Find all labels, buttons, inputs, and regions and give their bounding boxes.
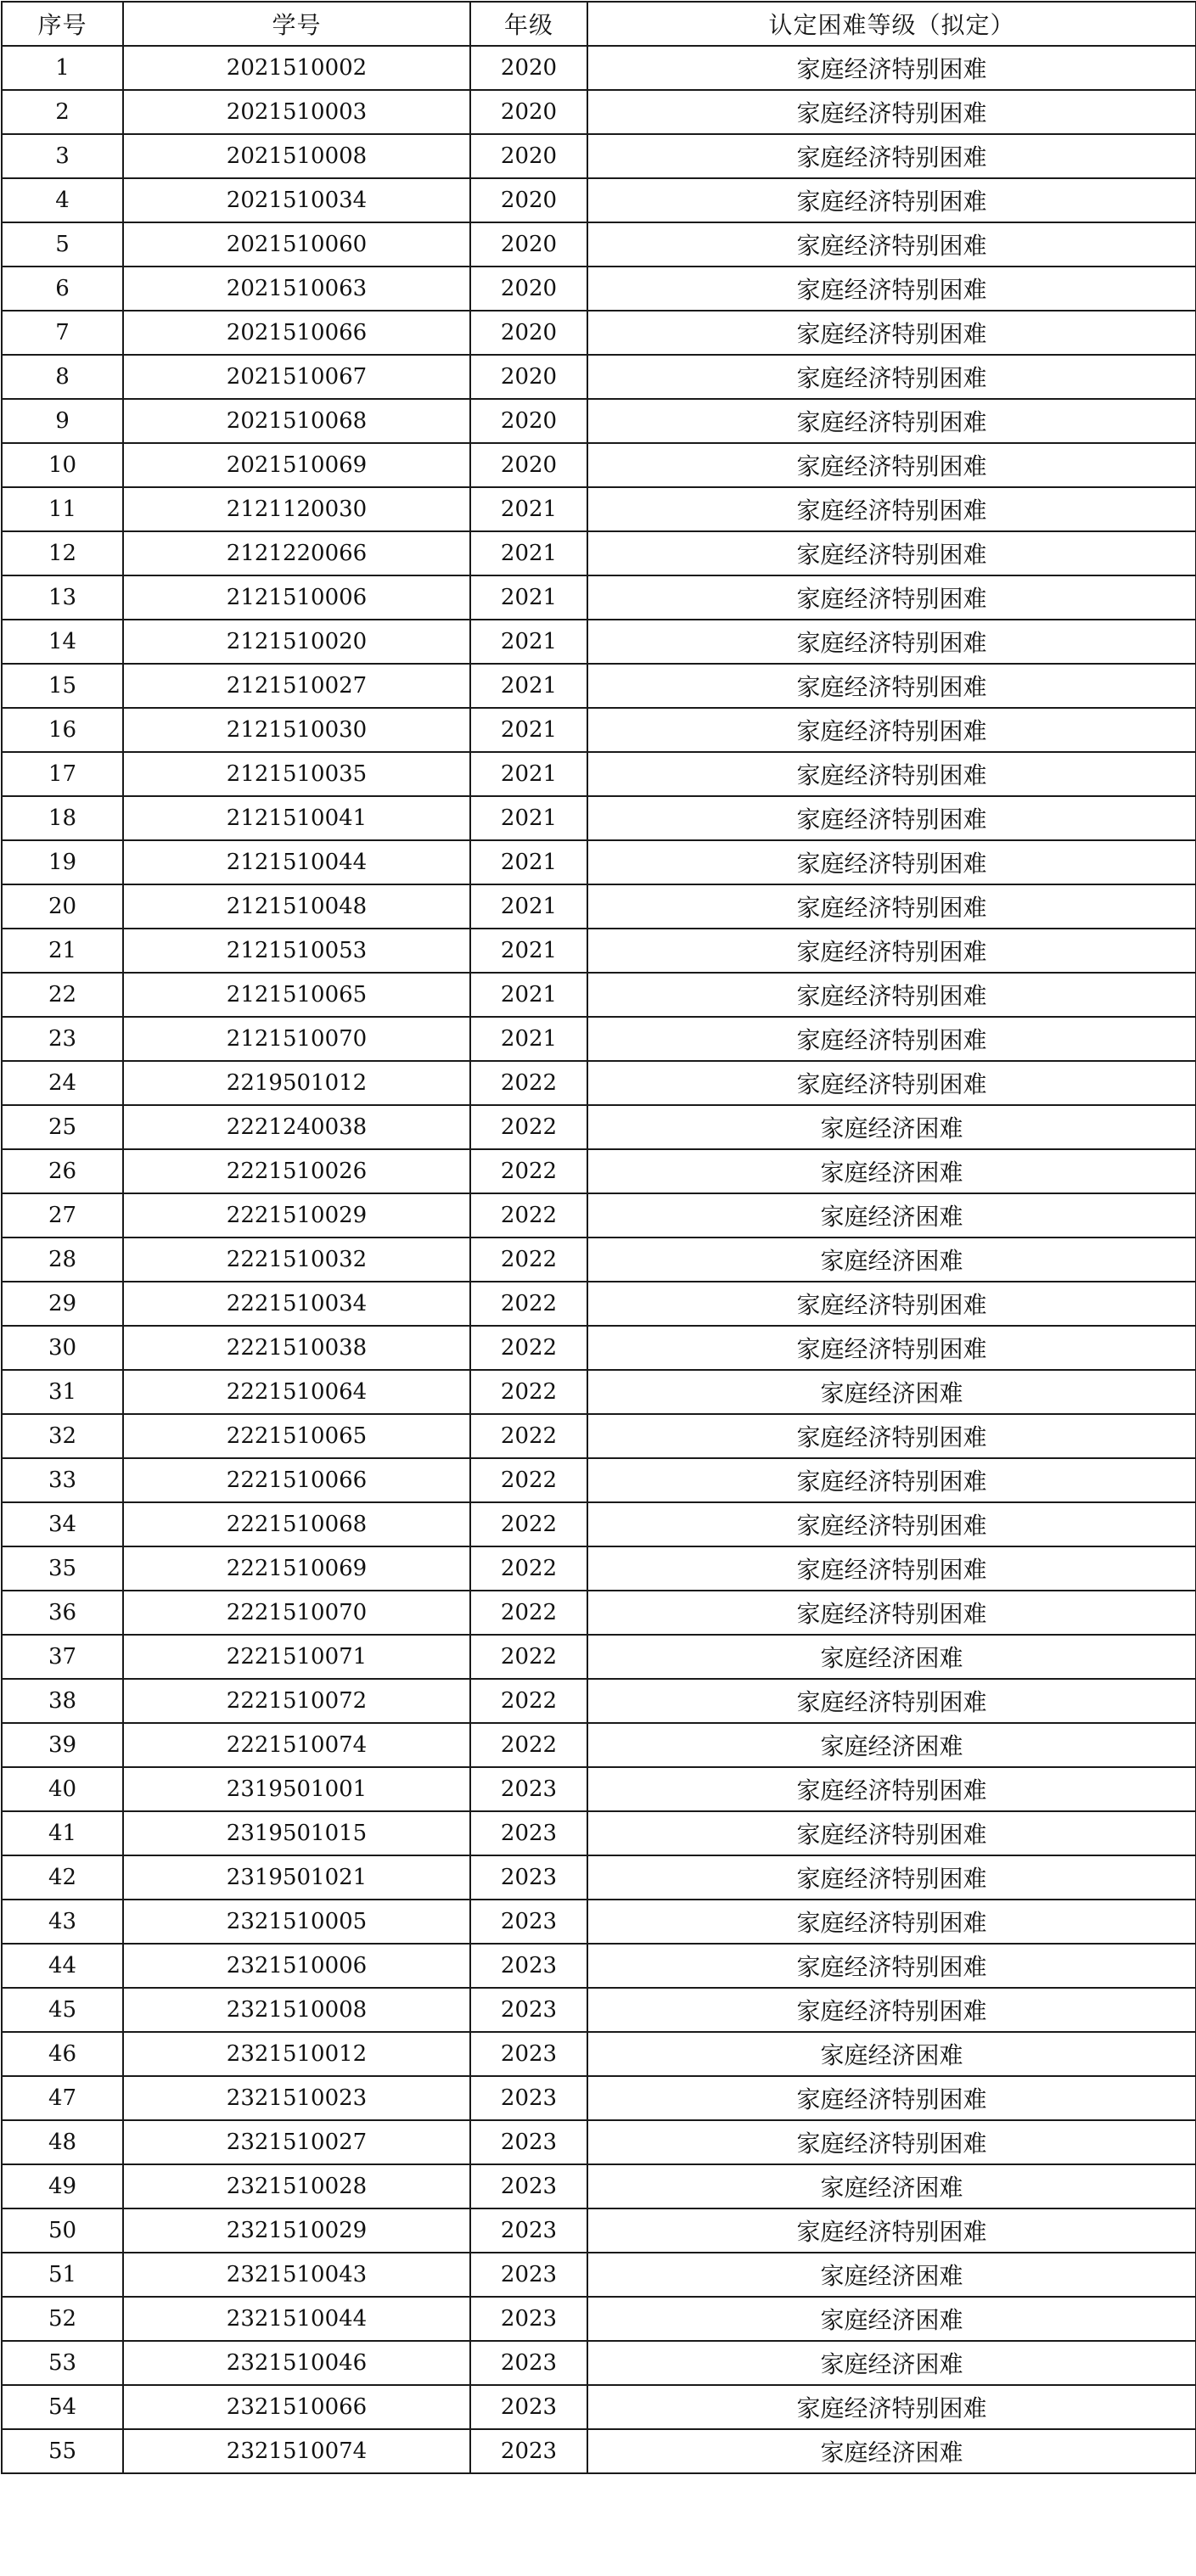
- cell-difficulty-level: 家庭经济特别困难: [587, 90, 1196, 134]
- cell-index: 20: [2, 884, 123, 929]
- table-row: [2, 2208, 1196, 2253]
- cell-student-id: 2321510012: [123, 2032, 470, 2076]
- cell-student-id: 2121510044: [123, 840, 470, 884]
- cell-index: 5: [2, 222, 123, 267]
- cell-index: 18: [2, 796, 123, 840]
- table-row: [2, 708, 1196, 752]
- cell-student-id: 2321510074: [123, 2429, 470, 2473]
- cell-student-id: 2121510006: [123, 575, 470, 620]
- cell-difficulty-level: 家庭经济特别困难: [587, 620, 1196, 664]
- cell-student-id: 2221510068: [123, 1502, 470, 1546]
- cell-index: 21: [2, 929, 123, 973]
- cell-difficulty-level: 家庭经济特别困难: [587, 2208, 1196, 2253]
- cell-student-id: 2121510065: [123, 973, 470, 1017]
- cell-grade: 2021: [470, 840, 587, 884]
- cell-grade: 2023: [470, 2164, 587, 2208]
- cell-grade: 2023: [470, 2253, 587, 2297]
- cell-difficulty-level: 家庭经济困难: [587, 2297, 1196, 2341]
- cell-index: 52: [2, 2297, 123, 2341]
- cell-student-id: 2319501015: [123, 1811, 470, 1855]
- table-row: [2, 1900, 1196, 1944]
- table-row: [2, 1458, 1196, 1502]
- cell-grade: 2023: [470, 2032, 587, 2076]
- cell-grade: 2023: [470, 1811, 587, 1855]
- cell-index: 19: [2, 840, 123, 884]
- cell-difficulty-level: 家庭经济特别困难: [587, 1811, 1196, 1855]
- header-index: 序号: [2, 2, 123, 46]
- cell-index: 22: [2, 973, 123, 1017]
- cell-difficulty-level: 家庭经济特别困难: [587, 973, 1196, 1017]
- cell-student-id: 2021510002: [123, 46, 470, 90]
- cell-index: 36: [2, 1591, 123, 1635]
- cell-grade: 2021: [470, 620, 587, 664]
- cell-index: 37: [2, 1635, 123, 1679]
- table-row: [2, 2341, 1196, 2385]
- cell-grade: 2023: [470, 1855, 587, 1900]
- cell-difficulty-level: 家庭经济特别困难: [587, 752, 1196, 796]
- cell-student-id: 2121510053: [123, 929, 470, 973]
- cell-grade: 2020: [470, 46, 587, 90]
- cell-index: 49: [2, 2164, 123, 2208]
- table-row: [2, 752, 1196, 796]
- cell-difficulty-level: 家庭经济特别困难: [587, 1061, 1196, 1105]
- cell-grade: 2022: [470, 1635, 587, 1679]
- cell-grade: 2021: [470, 487, 587, 531]
- cell-difficulty-level: 家庭经济困难: [587, 2253, 1196, 2297]
- cell-difficulty-level: 家庭经济特别困难: [587, 708, 1196, 752]
- cell-difficulty-level: 家庭经济特别困难: [587, 2120, 1196, 2164]
- cell-student-id: 2221240038: [123, 1105, 470, 1149]
- table-row: [2, 222, 1196, 267]
- table-row: [2, 1237, 1196, 1282]
- cell-student-id: 2121510041: [123, 796, 470, 840]
- cell-difficulty-level: 家庭经济特别困难: [587, 796, 1196, 840]
- cell-student-id: 2221510074: [123, 1723, 470, 1767]
- cell-difficulty-level: 家庭经济特别困难: [587, 134, 1196, 178]
- cell-student-id: 2321510008: [123, 1988, 470, 2032]
- cell-grade: 2023: [470, 1767, 587, 1811]
- cell-student-id: 2319501021: [123, 1855, 470, 1900]
- table-row: [2, 664, 1196, 708]
- cell-grade: 2022: [470, 1326, 587, 1370]
- cell-difficulty-level: 家庭经济困难: [587, 1149, 1196, 1193]
- cell-student-id: 2321510046: [123, 2341, 470, 2385]
- cell-grade: 2021: [470, 884, 587, 929]
- table-row: [2, 973, 1196, 1017]
- cell-index: 15: [2, 664, 123, 708]
- difficulty-level-table: [1, 1, 1196, 2474]
- cell-index: 11: [2, 487, 123, 531]
- cell-student-id: 2021510066: [123, 311, 470, 355]
- cell-difficulty-level: 家庭经济特别困难: [587, 46, 1196, 90]
- cell-index: 45: [2, 1988, 123, 2032]
- table-row: [2, 1149, 1196, 1193]
- cell-student-id: 2021510003: [123, 90, 470, 134]
- cell-difficulty-level: 家庭经济特别困难: [587, 1591, 1196, 1635]
- cell-difficulty-level: 家庭经济特别困难: [587, 1855, 1196, 1900]
- cell-grade: 2023: [470, 2297, 587, 2341]
- table-row: [2, 134, 1196, 178]
- cell-difficulty-level: 家庭经济困难: [587, 2032, 1196, 2076]
- cell-student-id: 2221510070: [123, 1591, 470, 1635]
- table-row: [2, 1105, 1196, 1149]
- cell-grade: 2020: [470, 178, 587, 222]
- cell-difficulty-level: 家庭经济特别困难: [587, 178, 1196, 222]
- cell-index: 16: [2, 708, 123, 752]
- cell-student-id: 2221510038: [123, 1326, 470, 1370]
- cell-index: 26: [2, 1149, 123, 1193]
- cell-difficulty-level: 家庭经济困难: [587, 2429, 1196, 2473]
- cell-grade: 2022: [470, 1105, 587, 1149]
- cell-difficulty-level: 家庭经济特别困难: [587, 840, 1196, 884]
- cell-index: 44: [2, 1944, 123, 1988]
- cell-student-id: 2319501001: [123, 1767, 470, 1811]
- cell-difficulty-level: 家庭经济困难: [587, 2164, 1196, 2208]
- table-row: [2, 1855, 1196, 1900]
- cell-grade: 2022: [470, 1193, 587, 1237]
- cell-difficulty-level: 家庭经济困难: [587, 2341, 1196, 2385]
- cell-index: 13: [2, 575, 123, 620]
- cell-grade: 2023: [470, 1944, 587, 1988]
- cell-index: 41: [2, 1811, 123, 1855]
- cell-grade: 2022: [470, 1546, 587, 1591]
- table-row: [2, 1546, 1196, 1591]
- table-row: [2, 1282, 1196, 1326]
- cell-difficulty-level: 家庭经济特别困难: [587, 1017, 1196, 1061]
- header-grade: 年级: [470, 2, 587, 46]
- table-row: [2, 2032, 1196, 2076]
- table-row: [2, 46, 1196, 90]
- cell-difficulty-level: 家庭经济特别困难: [587, 1546, 1196, 1591]
- cell-student-id: 2221510026: [123, 1149, 470, 1193]
- cell-student-id: 2321510044: [123, 2297, 470, 2341]
- cell-difficulty-level: 家庭经济特别困难: [587, 1944, 1196, 1988]
- table-row: [2, 2076, 1196, 2120]
- cell-grade: 2021: [470, 664, 587, 708]
- table-row: [2, 1591, 1196, 1635]
- cell-grade: 2020: [470, 399, 587, 443]
- table-row: [2, 311, 1196, 355]
- cell-student-id: 2221510072: [123, 1679, 470, 1723]
- table-row: [2, 1767, 1196, 1811]
- table-row: [2, 840, 1196, 884]
- cell-difficulty-level: 家庭经济特别困难: [587, 884, 1196, 929]
- header-difficulty-level: 认定困难等级（拟定）: [587, 2, 1196, 46]
- cell-difficulty-level: 家庭经济困难: [587, 1635, 1196, 1679]
- cell-grade: 2022: [470, 1370, 587, 1414]
- cell-student-id: 2121510020: [123, 620, 470, 664]
- cell-student-id: 2221510065: [123, 1414, 470, 1458]
- cell-grade: 2021: [470, 575, 587, 620]
- cell-student-id: 2321510005: [123, 1900, 470, 1944]
- table-row: [2, 1193, 1196, 1237]
- table-row: [2, 2429, 1196, 2473]
- cell-student-id: 2221510032: [123, 1237, 470, 1282]
- cell-index: 47: [2, 2076, 123, 2120]
- cell-index: 28: [2, 1237, 123, 1282]
- table-row: [2, 2164, 1196, 2208]
- cell-index: 31: [2, 1370, 123, 1414]
- cell-grade: 2023: [470, 2429, 587, 2473]
- table-row: [2, 355, 1196, 399]
- cell-difficulty-level: 家庭经济特别困难: [587, 1679, 1196, 1723]
- cell-student-id: 2221510071: [123, 1635, 470, 1679]
- cell-difficulty-level: 家庭经济困难: [587, 1370, 1196, 1414]
- cell-index: 24: [2, 1061, 123, 1105]
- table-row: [2, 443, 1196, 487]
- cell-grade: 2022: [470, 1149, 587, 1193]
- cell-grade: 2020: [470, 311, 587, 355]
- cell-index: 4: [2, 178, 123, 222]
- cell-grade: 2020: [470, 267, 587, 311]
- cell-difficulty-level: 家庭经济特别困难: [587, 2385, 1196, 2429]
- cell-grade: 2020: [470, 222, 587, 267]
- cell-student-id: 2321510028: [123, 2164, 470, 2208]
- table-row: [2, 1635, 1196, 1679]
- cell-student-id: 2221510034: [123, 1282, 470, 1326]
- cell-difficulty-level: 家庭经济特别困难: [587, 1282, 1196, 1326]
- cell-index: 12: [2, 531, 123, 575]
- cell-student-id: 2321510043: [123, 2253, 470, 2297]
- header-student-id: 学号: [123, 2, 470, 46]
- cell-student-id: 2321510023: [123, 2076, 470, 2120]
- cell-grade: 2020: [470, 355, 587, 399]
- cell-student-id: 2321510027: [123, 2120, 470, 2164]
- cell-student-id: 2121510048: [123, 884, 470, 929]
- cell-difficulty-level: 家庭经济特别困难: [587, 531, 1196, 575]
- cell-difficulty-level: 家庭经济困难: [587, 1193, 1196, 1237]
- cell-index: 3: [2, 134, 123, 178]
- cell-grade: 2022: [470, 1414, 587, 1458]
- cell-difficulty-level: 家庭经济困难: [587, 1105, 1196, 1149]
- table-row: [2, 531, 1196, 575]
- table-row: [2, 620, 1196, 664]
- table-row: [2, 1326, 1196, 1370]
- cell-student-id: 2021510069: [123, 443, 470, 487]
- cell-grade: 2023: [470, 1988, 587, 2032]
- table-row: [2, 575, 1196, 620]
- cell-grade: 2020: [470, 134, 587, 178]
- cell-index: 51: [2, 2253, 123, 2297]
- table-row: [2, 2385, 1196, 2429]
- cell-difficulty-level: 家庭经济特别困难: [587, 355, 1196, 399]
- table-row: [2, 1723, 1196, 1767]
- cell-student-id: 2021510067: [123, 355, 470, 399]
- table-row: [2, 1679, 1196, 1723]
- cell-grade: 2022: [470, 1723, 587, 1767]
- cell-difficulty-level: 家庭经济困难: [587, 1237, 1196, 1282]
- table-row: [2, 267, 1196, 311]
- cell-grade: 2021: [470, 752, 587, 796]
- cell-grade: 2022: [470, 1679, 587, 1723]
- cell-index: 6: [2, 267, 123, 311]
- cell-difficulty-level: 家庭经济特别困难: [587, 443, 1196, 487]
- cell-index: 1: [2, 46, 123, 90]
- table-row: [2, 2120, 1196, 2164]
- cell-grade: 2022: [470, 1237, 587, 1282]
- cell-difficulty-level: 家庭经济特别困难: [587, 2076, 1196, 2120]
- table-row: [2, 178, 1196, 222]
- cell-student-id: 2219501012: [123, 1061, 470, 1105]
- table-body: [2, 46, 1196, 2473]
- table-row: [2, 796, 1196, 840]
- cell-index: 42: [2, 1855, 123, 1900]
- cell-grade: 2023: [470, 2385, 587, 2429]
- cell-index: 23: [2, 1017, 123, 1061]
- cell-index: 55: [2, 2429, 123, 2473]
- cell-index: 10: [2, 443, 123, 487]
- table-row: [2, 399, 1196, 443]
- table-row: [2, 1944, 1196, 1988]
- cell-index: 43: [2, 1900, 123, 1944]
- cell-student-id: 2121120030: [123, 487, 470, 531]
- cell-grade: 2021: [470, 708, 587, 752]
- cell-student-id: 2021510068: [123, 399, 470, 443]
- cell-difficulty-level: 家庭经济困难: [587, 1723, 1196, 1767]
- cell-index: 27: [2, 1193, 123, 1237]
- cell-grade: 2020: [470, 443, 587, 487]
- table-row: [2, 884, 1196, 929]
- cell-difficulty-level: 家庭经济特别困难: [587, 399, 1196, 443]
- cell-index: 54: [2, 2385, 123, 2429]
- table-row: [2, 1988, 1196, 2032]
- cell-difficulty-level: 家庭经济特别困难: [587, 664, 1196, 708]
- cell-index: 14: [2, 620, 123, 664]
- cell-index: 25: [2, 1105, 123, 1149]
- cell-grade: 2021: [470, 929, 587, 973]
- cell-index: 48: [2, 2120, 123, 2164]
- cell-index: 35: [2, 1546, 123, 1591]
- table-row: [2, 1502, 1196, 1546]
- cell-student-id: 2121510035: [123, 752, 470, 796]
- cell-difficulty-level: 家庭经济特别困难: [587, 222, 1196, 267]
- cell-index: 40: [2, 1767, 123, 1811]
- cell-grade: 2022: [470, 1591, 587, 1635]
- cell-index: 17: [2, 752, 123, 796]
- cell-index: 38: [2, 1679, 123, 1723]
- cell-grade: 2020: [470, 90, 587, 134]
- table-row: [2, 2253, 1196, 2297]
- cell-index: 46: [2, 2032, 123, 2076]
- table-row: [2, 1414, 1196, 1458]
- cell-grade: 2021: [470, 531, 587, 575]
- cell-difficulty-level: 家庭经济特别困难: [587, 267, 1196, 311]
- cell-index: 2: [2, 90, 123, 134]
- cell-student-id: 2021510008: [123, 134, 470, 178]
- cell-student-id: 2221510069: [123, 1546, 470, 1591]
- table-row: [2, 487, 1196, 531]
- cell-index: 50: [2, 2208, 123, 2253]
- cell-index: 53: [2, 2341, 123, 2385]
- cell-student-id: 2121510070: [123, 1017, 470, 1061]
- header-row: [2, 2, 1196, 46]
- table-header: [2, 2, 1196, 46]
- cell-index: 7: [2, 311, 123, 355]
- cell-student-id: 2021510034: [123, 178, 470, 222]
- cell-difficulty-level: 家庭经济特别困难: [587, 1326, 1196, 1370]
- cell-index: 32: [2, 1414, 123, 1458]
- cell-difficulty-level: 家庭经济特别困难: [587, 1988, 1196, 2032]
- cell-student-id: 2121510027: [123, 664, 470, 708]
- cell-student-id: 2121510030: [123, 708, 470, 752]
- cell-grade: 2022: [470, 1458, 587, 1502]
- cell-index: 9: [2, 399, 123, 443]
- table-row: [2, 929, 1196, 973]
- cell-index: 39: [2, 1723, 123, 1767]
- cell-grade: 2023: [470, 2208, 587, 2253]
- cell-difficulty-level: 家庭经济特别困难: [587, 1458, 1196, 1502]
- cell-grade: 2023: [470, 2341, 587, 2385]
- cell-grade: 2021: [470, 973, 587, 1017]
- table-row: [2, 2297, 1196, 2341]
- cell-index: 33: [2, 1458, 123, 1502]
- table-row: [2, 1061, 1196, 1105]
- cell-student-id: 2221510029: [123, 1193, 470, 1237]
- cell-difficulty-level: 家庭经济特别困难: [587, 575, 1196, 620]
- cell-difficulty-level: 家庭经济特别困难: [587, 1900, 1196, 1944]
- cell-difficulty-level: 家庭经济特别困难: [587, 929, 1196, 973]
- cell-difficulty-level: 家庭经济特别困难: [587, 1767, 1196, 1811]
- cell-index: 34: [2, 1502, 123, 1546]
- cell-difficulty-level: 家庭经济特别困难: [587, 487, 1196, 531]
- cell-difficulty-level: 家庭经济特别困难: [587, 1502, 1196, 1546]
- table-row: [2, 1017, 1196, 1061]
- cell-grade: 2023: [470, 2076, 587, 2120]
- cell-student-id: 2321510029: [123, 2208, 470, 2253]
- cell-grade: 2021: [470, 796, 587, 840]
- table-row: [2, 1811, 1196, 1855]
- cell-grade: 2023: [470, 1900, 587, 1944]
- cell-grade: 2022: [470, 1282, 587, 1326]
- cell-student-id: 2321510066: [123, 2385, 470, 2429]
- cell-student-id: 2321510006: [123, 1944, 470, 1988]
- table-row: [2, 90, 1196, 134]
- cell-student-id: 2021510060: [123, 222, 470, 267]
- cell-grade: 2022: [470, 1502, 587, 1546]
- cell-index: 8: [2, 355, 123, 399]
- cell-grade: 2021: [470, 1017, 587, 1061]
- cell-difficulty-level: 家庭经济特别困难: [587, 1414, 1196, 1458]
- cell-grade: 2023: [470, 2120, 587, 2164]
- cell-student-id: 2221510066: [123, 1458, 470, 1502]
- cell-grade: 2022: [470, 1061, 587, 1105]
- cell-student-id: 2021510063: [123, 267, 470, 311]
- difficulty-level-table-container: [1, 1, 1195, 2474]
- cell-student-id: 2121220066: [123, 531, 470, 575]
- cell-index: 29: [2, 1282, 123, 1326]
- cell-student-id: 2221510064: [123, 1370, 470, 1414]
- cell-difficulty-level: 家庭经济特别困难: [587, 311, 1196, 355]
- table-row: [2, 1370, 1196, 1414]
- cell-index: 30: [2, 1326, 123, 1370]
